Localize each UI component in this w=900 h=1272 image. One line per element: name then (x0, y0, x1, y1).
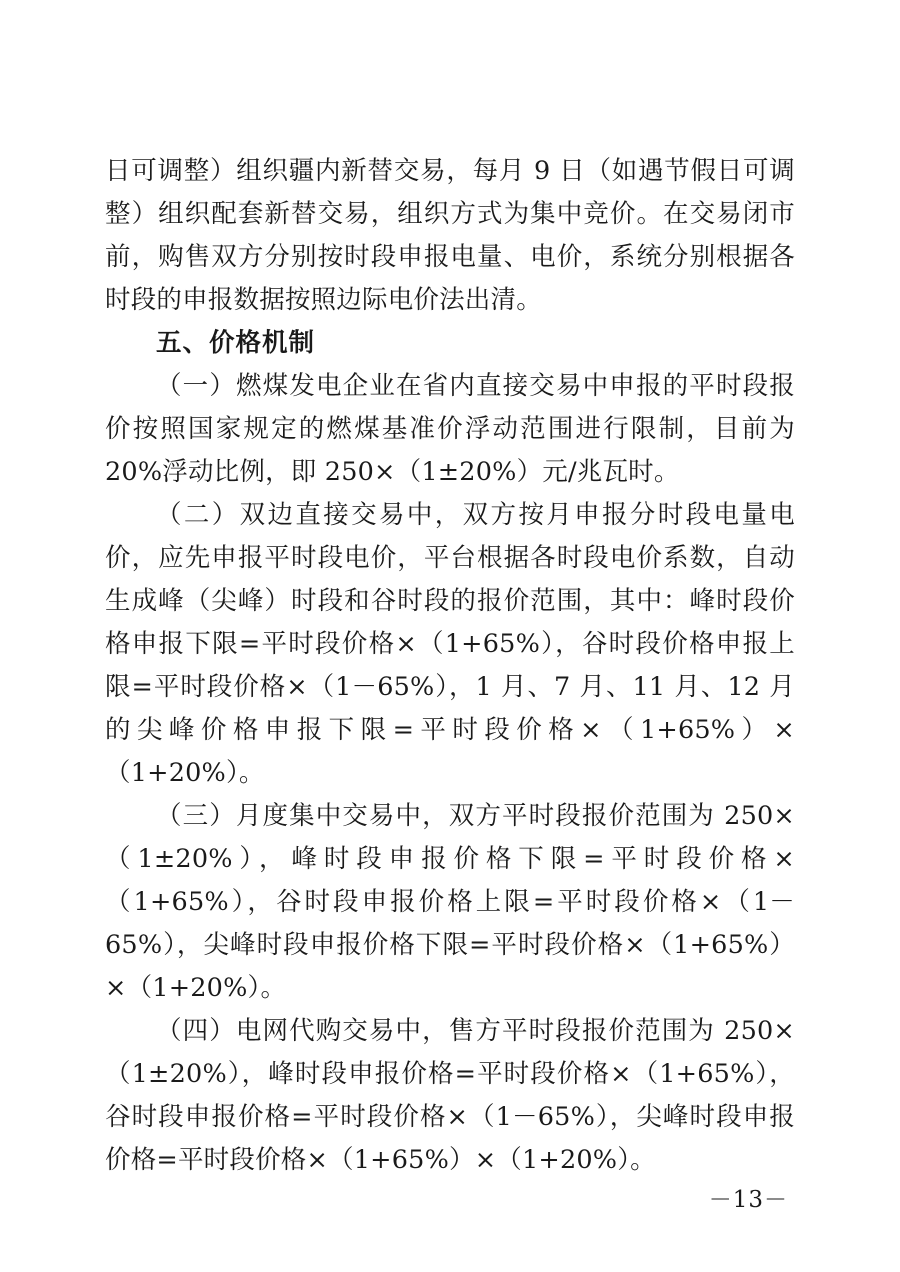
paragraph-item-1: （一）燃煤发电企业在省内直接交易中申报的平时段报价按照国家规定的燃煤基准价浮动范围进行限制，目前为 20%浮动比例，即 250×（1±20%）元/兆瓦时。 (105, 371, 795, 487)
page-number: －13－ (708, 1187, 788, 1213)
paragraph-item-3: （三）月度集中交易中，双方平时段报价范围为 250×（1±20%），峰时段申报价格下限=平时段价格×（1+65%），谷时段申报价格上限=平时段价格×（1－65%），尖峰时段申报价格下限=平时段价格×（1+65%）×（1+20%）。 (105, 801, 795, 1003)
section-heading-price-mechanism: 五、价格机制 (156, 328, 316, 358)
document-body (105, 150, 795, 1182)
paragraph-item-2: （二）双边直接交易中，双方按月申报分时段电量电价，应先申报平时段电价，平台根据各时段电价系数，自动生成峰（尖峰）时段和谷时段的报价范围，其中：峰时段价格申报下限=平时段价格×（1+65%），谷时段价格申报上限=平时段价格×（1－65%），1 月、7 月、11 月、12 月的尖峰价格申报下限=平时段价格×（1+65%）×（1+20%）。 (105, 500, 795, 788)
paragraph-item-4: （四）电网代购交易中，售方平时段报价范围为 250×（1±20%），峰时段申报价格=平时段价格×（1+65%），谷时段申报价格=平时段价格×（1－65%），尖峰时段申报价格=平时段价格×（1+65%）×（1+20%）。 (105, 1016, 795, 1175)
paragraph-continued: 日可调整）组织疆内新替交易，每月 9 日（如遇节假日可调整）组织配套新替交易，组织方式为集中竞价。在交易闭市前，购售双方分别按时段申报电量、电价，系统分别根据各时段的申报数据按照边际电价法出清。 (105, 156, 795, 315)
